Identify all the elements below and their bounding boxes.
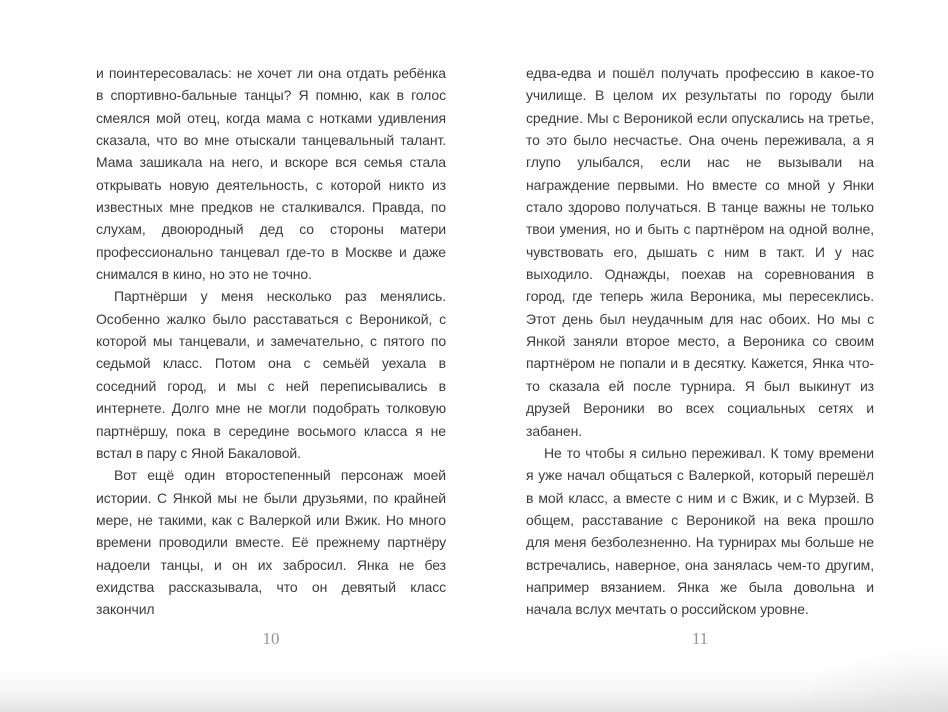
paragraph: Партнёрши у меня несколько раз менялись. Особенно жалко было расставаться с Вероникой, с которой мы танцевали, и замечательно, с пятого по седьмой класс. Потом она с семьёй уехала в соседний город, и мы с ней переписывались в интернете. Долго мне не могли подобрать толковую партнёршу, пока в середине восьмого класса я не встал в пару с Яной Бакаловой. <box>96 288 446 461</box>
page-left-text <box>96 62 446 621</box>
page-right-text <box>526 62 874 621</box>
paragraph: едва-едва и пошёл получать профессию в какое-то училище. В целом их результаты по городу были средние. Мы с Вероникой если опускались на третье, то это было несчастье. Она очень переживала, а я глупо улыбался, если нас не вызывали на награждение первыми. Но вместе со мной у Янки стало здорово получаться. В танце важны не только твои умения, но и быть с партнёром на одной волне, чувствовать его, дышать с ним в такт. И у нас выходило. Однажды, поехав на соревнования в город, где теперь жила Вероника, мы пересеклись. Этот день был неудачным для нас обоих. Но мы с Янкой заняли второе место, а Вероника со своим партнёром не попали и в десятку. Кажется, Янка что-то сказала ей после турнира. Я был выкинут из друзей Вероники во всех социальных сетях и забанен. <box>526 65 874 439</box>
page-number: 11 <box>691 629 709 648</box>
paragraph: Не то чтобы я сильно переживал. К тому времени я уже начал общаться с Валеркой, который перешёл в мой класс, а вместе с ним и с Вжик, и с Мурзей. В общем, расставание с Вероникой на века прошло для меня безболезненно. На турнирах мы больше не встречались, наверное, она занялась чем-то другим, например вязанием. Янка же была довольна и начала вслух мечтать о российском уровне. <box>526 444 874 618</box>
paragraph: Вот ещё один второстепенный персонаж моей истории. С Янкой мы не были друзьями, по крайней мере, не такими, как с Валеркой или Вжик. Но много времени проводили вместе. Её прежнему партнёру надоели танцы, и он их забросил. Янка не без ехидства рассказывала, что он девятый класс закончил <box>96 467 446 618</box>
page-number: 10 <box>262 629 280 648</box>
page-right[interactable] <box>526 0 874 712</box>
paragraph: и поинтересовалась: не хочет ли она отдать ребёнка в спортивно-бальные танцы? Я помню, как в голос смеялся мой отец, когда мама с нотками удивления сказала, что во мне отыскали танцевальный талант. Мама зашикала на него, и вскоре вся семья стала открывать новую деятельность, с которой никто из известных мне предков не сталкивался. Правда, по слухам, двоюродный дед со стороны матери профессионально танцевал где-то в Москве и даже снимался в кино, но это не точно. <box>96 65 446 283</box>
page-left[interactable] <box>96 0 446 712</box>
